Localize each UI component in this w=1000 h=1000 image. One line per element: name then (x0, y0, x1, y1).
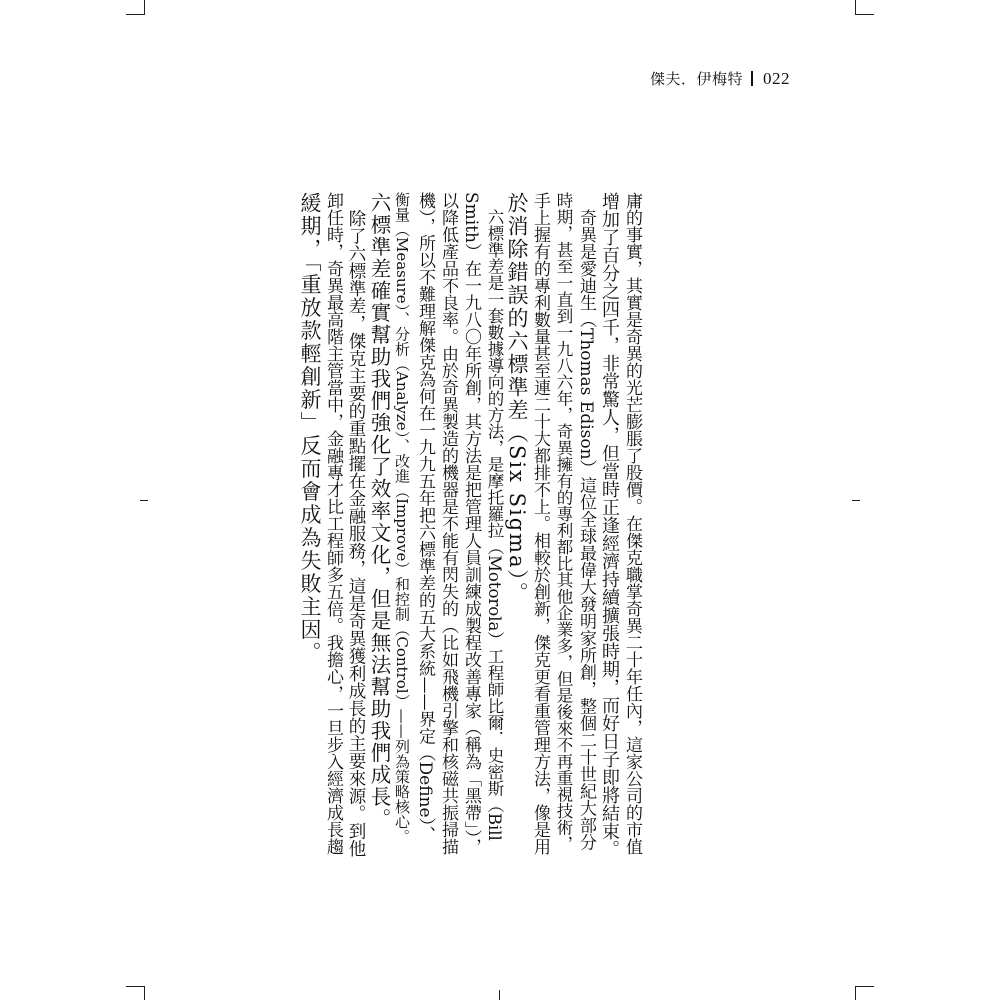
crop-mark-bottom-right-v (855, 986, 856, 1000)
crop-mark-top-left-h (126, 14, 145, 15)
crop-mark-bottom-left-v (144, 986, 145, 1000)
text-column: 奇異是愛迪生（Thomas Edison）這位全球最偉大發明家所創，整個二十世紀大部分 (576, 192, 596, 851)
crop-mark-mid-left (140, 500, 148, 501)
text-column: 增加了百分之四千，非常驚人，但當時正逢經濟持續擴張時期，而好日子即將結束。 (599, 192, 620, 858)
text-column: 除了六標準差，傑克主要的重點擺在金融服務，這是奇異獲利成長的主要來源。到他 (346, 192, 366, 857)
crop-mark-bottom-left-h (126, 986, 145, 987)
body-text (295, 192, 645, 858)
crop-mark-top-left-v (144, 0, 145, 14)
text-column: 以降低產品不良率。由於奇異製造的機器是不能有閃失的（比如飛機引擎和核磁共振掃描 (438, 192, 458, 855)
text-column: 卸任時，奇異最高階主管當中，金融專才比工程師多五倍。我擔心，一旦步入經濟成長趨 (323, 192, 343, 855)
text-column: 六標準差確實幫助我們強化了效率文化，但是無法幫助我們成長。 (367, 192, 391, 830)
header-author: 傑夫．伊梅特 (650, 70, 744, 88)
text-column: 於消除錯誤的六標準差（Six Sigma）。 (505, 192, 529, 606)
text-column: Smith）在一九八〇年所創，其方法是把管理人員訓練成製程改善專家（稱為「黑帶」）， (461, 192, 481, 855)
text-column: 手上握有的專利數量甚至連二十大都排不上。相較於創新，傑克更看重管理方法，像是用 (530, 192, 550, 855)
text-column: 衡量（Measure）、分析（Analyze）、改進（Improve）和控制（Control）——列為策略核心。 (393, 192, 411, 844)
text-column: 六標準差是一套數據導向的方法，是摩托羅拉（Motorola）工程師比爾．史密斯（Bill (485, 192, 504, 841)
crop-mark-top-right-h (855, 14, 874, 15)
text-column: 機），所以不難理解傑克為何在一九九五年把六標準差的五大系統——界定（Define）、 (415, 192, 435, 844)
page-number: 022 (763, 69, 791, 88)
text-column: 時期，甚至一直到一九八六年，奇異擁有的專利都比其他企業多，但是後來不再重視技術， (554, 192, 573, 852)
crop-mark-mid-right (852, 500, 860, 501)
crop-mark-top-right-v (855, 0, 856, 14)
crop-mark-bottom-right-h (855, 986, 874, 987)
header-separator (751, 71, 753, 86)
running-header (650, 68, 810, 90)
text-column: 緩期，「重放款輕創新」反而會成為失敗主因。 (298, 192, 322, 665)
crop-mark-mid-bottom (499, 990, 500, 1000)
text-column: 庸的事實，其實是奇異的光芒膨脹了股價。在傑克職掌奇異二十年任內，這家公司的市值 (622, 192, 642, 855)
